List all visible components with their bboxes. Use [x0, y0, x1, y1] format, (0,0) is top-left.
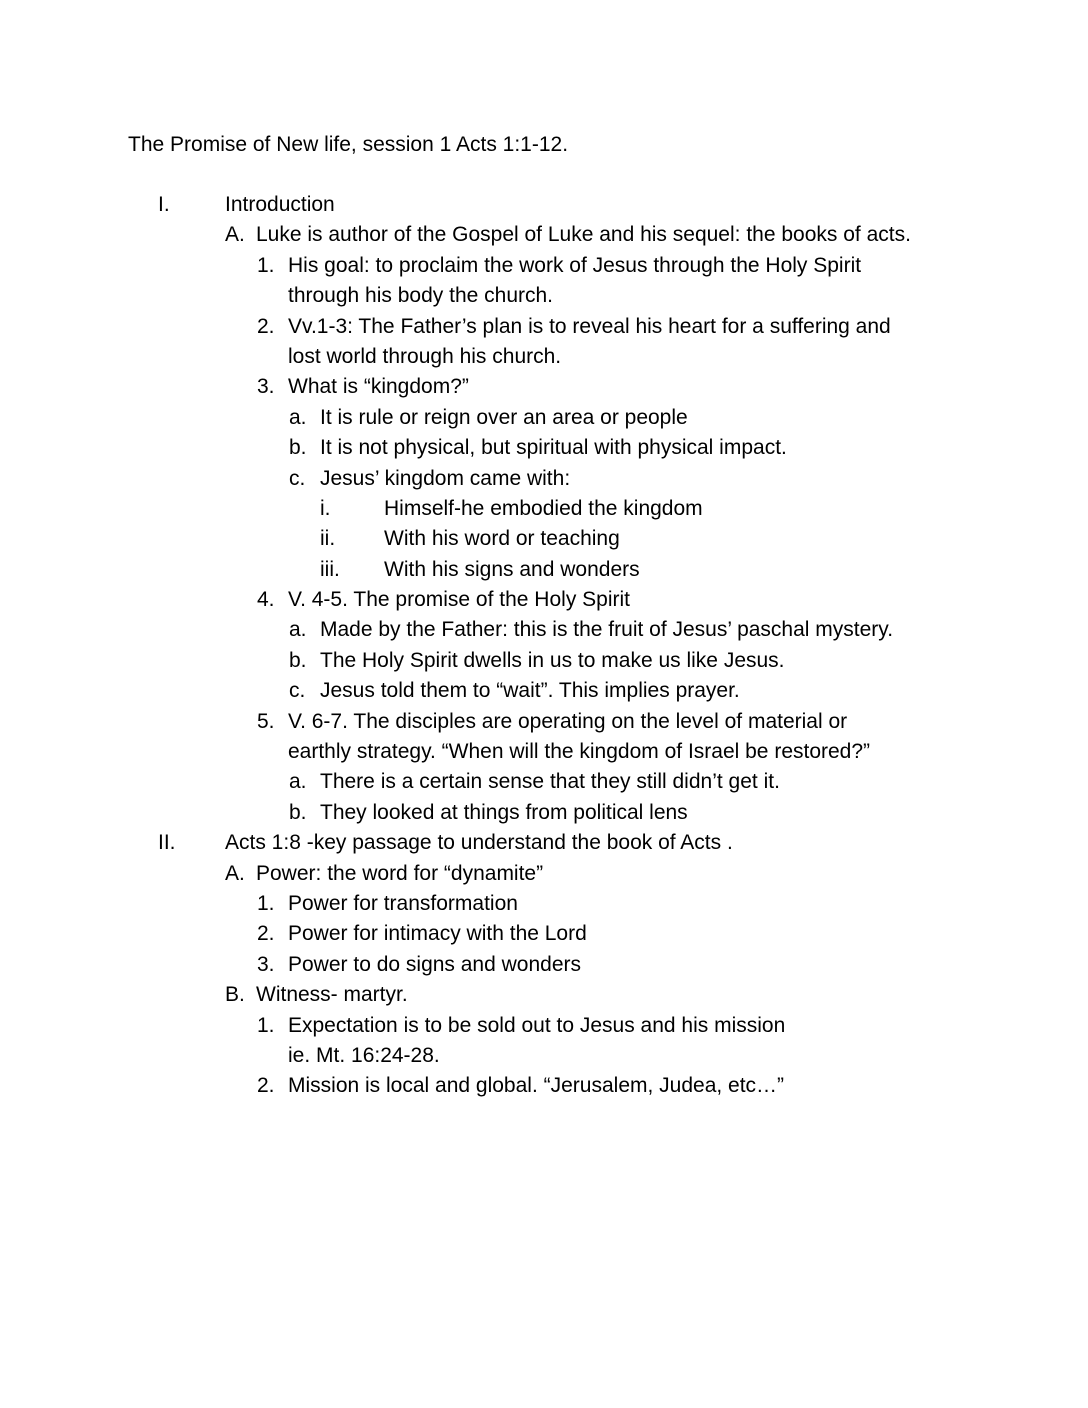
outline-marker: 1.: [257, 253, 275, 277]
outline-text: With his word or teaching: [384, 527, 620, 551]
outline-marker: A.: [225, 861, 245, 885]
outline-text: lost world through his church.: [288, 344, 562, 368]
outline-item: [0, 585, 1088, 615]
outline-item: [0, 1071, 1088, 1101]
outline-text: Introduction: [225, 193, 335, 216]
outline-marker: I.: [158, 193, 170, 216]
outline: [0, 190, 1088, 1102]
outline-marker: II.: [158, 831, 176, 855]
outline-text: V. 4-5. The promise of the Holy Spirit: [288, 588, 630, 612]
outline-text: through his body the church.: [288, 284, 554, 308]
outline-marker: iii.: [320, 557, 340, 581]
outline-marker: 3.: [257, 375, 275, 399]
outline-item: [0, 646, 1088, 676]
outline-marker: ii.: [320, 527, 336, 551]
outline-marker: a.: [289, 405, 307, 429]
outline-text: What is “kingdom?”: [288, 375, 469, 399]
outline-text: Jesus’ kingdom came with:: [320, 466, 571, 490]
outline-text: Power to do signs and wonders: [288, 952, 582, 976]
outline-text: It is not physical, but spiritual with physical impact.: [320, 436, 787, 460]
outline-item: [0, 980, 1088, 1010]
outline-text: There is a certain sense that they still didn’t get it.: [320, 770, 780, 794]
outline-text: Luke is author of the Gospel of Luke and his sequel: the books of acts.: [256, 223, 911, 247]
outline-item: [0, 859, 1088, 889]
outline-marker: 2.: [257, 922, 275, 946]
outline-marker: B.: [225, 983, 245, 1007]
outline-marker: b.: [289, 648, 307, 672]
outline-item: [0, 190, 1088, 220]
outline-item: [0, 828, 1088, 858]
outline-text: They looked at things from political lens: [320, 800, 688, 824]
outline-item: [0, 220, 1088, 250]
outline-marker: 5.: [257, 709, 275, 733]
outline-text: ie. Mt. 16:24-28.: [288, 1043, 440, 1067]
outline-marker: 3.: [257, 952, 275, 976]
outline-text: Mission is local and global. “Jerusalem, Judea, etc…”: [288, 1074, 785, 1098]
outline-marker: a.: [289, 618, 307, 642]
outline-item-continuation: [0, 1041, 1088, 1071]
outline-marker: b.: [289, 436, 307, 460]
outline-item: [0, 889, 1088, 919]
outline-text: Power for transformation: [288, 891, 518, 915]
outline-item: [0, 555, 1088, 585]
outline-item: [0, 615, 1088, 645]
outline-item: [0, 1011, 1088, 1041]
outline-text: earthly strategy. “When will the kingdom of Israel be restored?”: [288, 740, 871, 764]
outline-text: Made by the Father: this is the fruit of Jesus’ paschal mystery.: [320, 618, 894, 642]
outline-item: [0, 676, 1088, 706]
outline-marker: 2.: [257, 314, 275, 338]
outline-marker: c.: [289, 466, 306, 490]
outline-item: [0, 312, 1088, 342]
outline-text: V. 6-7. The disciples are operating on the level of material or: [288, 709, 848, 733]
outline-text: The Holy Spirit dwells in us to make us like Jesus.: [320, 648, 785, 672]
outline-item: [0, 403, 1088, 433]
outline-item: [0, 494, 1088, 524]
outline-text: It is rule or reign over an area or people: [320, 405, 688, 429]
outline-item: [0, 798, 1088, 828]
outline-marker: 4.: [257, 588, 275, 612]
document-title: The Promise of New life, session 1 Acts 1:1-12.: [128, 133, 569, 156]
outline-text: Acts 1:8 -key passage to understand the book of Acts .: [225, 831, 733, 855]
outline-item: [0, 707, 1088, 737]
outline-marker: c.: [289, 679, 306, 703]
outline-item-continuation: [0, 281, 1088, 311]
outline-text: With his signs and wonders: [384, 557, 640, 581]
outline-text: Himself-he embodied the kingdom: [384, 496, 703, 520]
outline-item: [0, 464, 1088, 494]
outline-item: [0, 950, 1088, 980]
outline-text: Vv.1-3: The Father’s plan is to reveal his heart for a suffering and: [288, 314, 891, 338]
outline-marker: A.: [225, 223, 245, 247]
outline-marker: 2.: [257, 1074, 275, 1098]
outline-item-continuation: [0, 737, 1088, 767]
outline-item: [0, 524, 1088, 554]
outline-text: His goal: to proclaim the work of Jesus through the Holy Spirit: [288, 253, 862, 277]
outline-marker: 1.: [257, 1013, 275, 1037]
outline-marker: b.: [289, 800, 307, 824]
outline-item-continuation: [0, 342, 1088, 372]
outline-text: Jesus told them to “wait”. This implies prayer.: [320, 679, 740, 703]
outline-marker: i.: [320, 496, 331, 520]
outline-marker: a.: [289, 770, 307, 794]
outline-text: Power: the word for “dynamite”: [256, 861, 544, 885]
outline-marker: 1.: [257, 891, 275, 915]
outline-item: [0, 372, 1088, 402]
outline-item: [0, 767, 1088, 797]
outline-text: Power for intimacy with the Lord: [288, 922, 587, 946]
outline-text: Expectation is to be sold out to Jesus and his mission: [288, 1013, 786, 1037]
outline-item: [0, 251, 1088, 281]
outline-item: [0, 433, 1088, 463]
outline-item: [0, 919, 1088, 949]
outline-text: Witness- martyr.: [256, 983, 408, 1007]
